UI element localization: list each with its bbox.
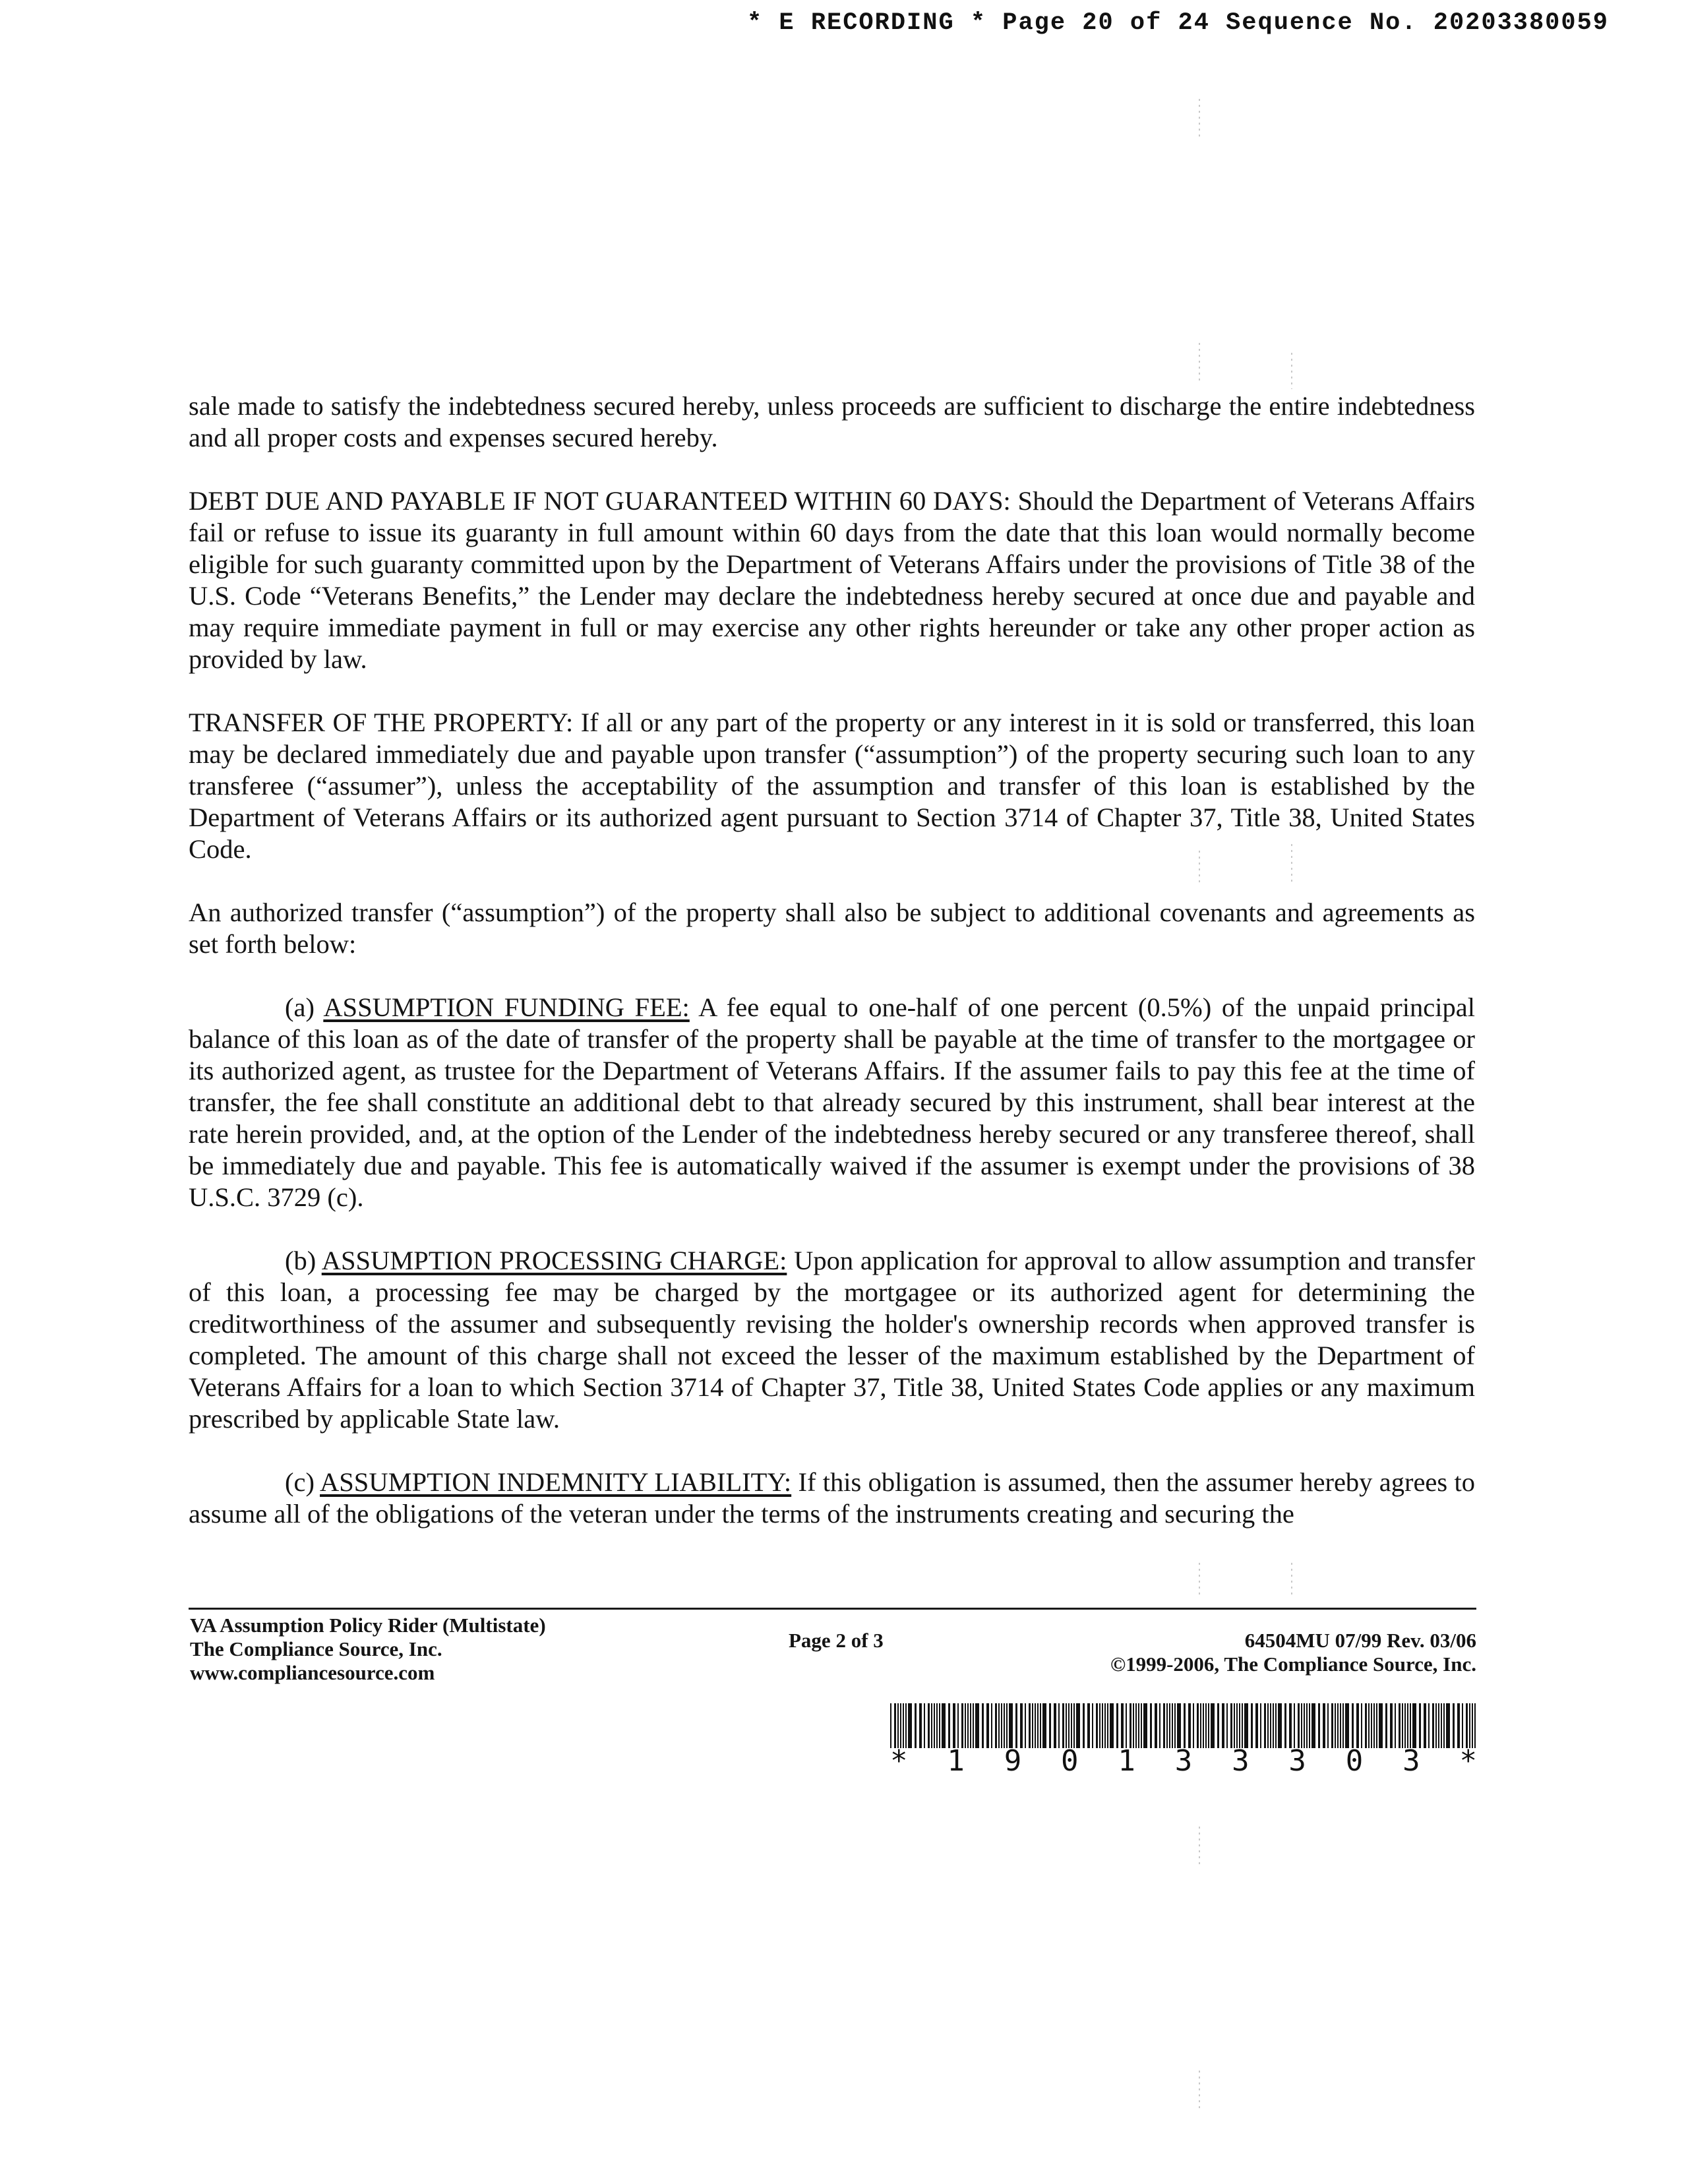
barcode-bar xyxy=(1066,1703,1067,1748)
barcode-bar xyxy=(1155,1703,1157,1748)
barcode-bar xyxy=(1264,1703,1266,1748)
barcode-bar xyxy=(924,1703,925,1748)
copyright-notice: ©1999-2006, The Compliance Source, Inc. xyxy=(1110,1653,1476,1676)
barcode-bar xyxy=(1184,1703,1186,1748)
barcode-bar xyxy=(1083,1703,1085,1748)
barcode-bar xyxy=(1099,1703,1100,1748)
item-prefix: (c) xyxy=(285,1467,320,1497)
barcode-bar xyxy=(1073,1703,1075,1748)
barcode-bar xyxy=(1373,1703,1375,1748)
barcode-bar xyxy=(905,1703,907,1748)
barcode-bar xyxy=(919,1703,922,1748)
barcode xyxy=(890,1703,1477,1777)
barcode-bar xyxy=(1311,1703,1315,1748)
barcode-bar xyxy=(1121,1703,1124,1748)
barcode-bar xyxy=(1169,1703,1170,1748)
barcode-bar xyxy=(1062,1703,1064,1748)
item-prefix: (b) xyxy=(285,1246,322,1275)
barcode-bar xyxy=(1174,1703,1176,1748)
barcode-bar xyxy=(1301,1703,1302,1748)
barcode-bar xyxy=(1058,1703,1060,1748)
barcode-bar xyxy=(995,1703,997,1748)
barcode-character: * xyxy=(890,1744,908,1778)
barcode-bar xyxy=(1133,1703,1134,1748)
barcode-bar xyxy=(1163,1703,1165,1748)
barcode-bar xyxy=(1390,1703,1393,1748)
barcode-bar xyxy=(1323,1703,1325,1748)
barcode-bar xyxy=(965,1703,966,1748)
barcode-bar xyxy=(957,1703,959,1748)
barcode-bar xyxy=(1424,1703,1426,1748)
barcode-bar xyxy=(1251,1703,1253,1748)
barcode-bar xyxy=(1239,1703,1240,1748)
barcode-bar xyxy=(1236,1703,1238,1748)
barcode-bar xyxy=(986,1703,989,1748)
barcode-character: 3 xyxy=(1402,1744,1420,1778)
paragraph-assumption-processing-charge xyxy=(189,1245,1475,1435)
barcode-bar xyxy=(1335,1703,1336,1748)
barcode-bar xyxy=(1469,1703,1470,1748)
barcode-bar xyxy=(1234,1703,1235,1748)
footer-left-block xyxy=(190,1614,546,1685)
barcode-character: 9 xyxy=(1004,1744,1022,1778)
barcode-bars xyxy=(890,1703,1477,1748)
scan-artifact xyxy=(1291,353,1292,389)
barcode-bar xyxy=(1453,1703,1455,1748)
barcode-bar xyxy=(1172,1703,1173,1748)
barcode-digits xyxy=(890,1745,1477,1777)
barcode-bar xyxy=(1304,1703,1305,1748)
barcode-bar xyxy=(1032,1703,1033,1748)
barcode-bar xyxy=(1001,1703,1002,1748)
barcode-bar xyxy=(934,1703,935,1748)
barcode-bar xyxy=(1226,1703,1228,1748)
barcode-bar xyxy=(1278,1703,1282,1748)
barcode-bar xyxy=(1438,1703,1439,1748)
barcode-bar xyxy=(1419,1703,1421,1748)
barcode-bar xyxy=(1428,1703,1430,1748)
barcode-bar xyxy=(1345,1703,1349,1748)
barcode-bar xyxy=(1040,1703,1041,1748)
barcode-character: 3 xyxy=(1174,1744,1193,1778)
section-body: If this obligation is assumed, then the assumer hereby agrees to assume all of the obligations of the veteran under the terms of the instruments creating and securing the xyxy=(189,1467,1475,1529)
barcode-bar xyxy=(890,1703,891,1748)
barcode-bar xyxy=(1217,1703,1219,1748)
barcode-bar xyxy=(897,1703,899,1748)
barcode-bar xyxy=(1376,1703,1377,1748)
barcode-bar xyxy=(1342,1703,1344,1748)
barcode-bar xyxy=(931,1703,932,1748)
scan-artifact xyxy=(1199,99,1200,138)
barcode-bar xyxy=(1466,1703,1468,1748)
barcode-bar xyxy=(1267,1703,1269,1748)
section-body: Upon application for approval to allow assumption and transfer of this loan, a processing fee may be charged by the mortgagee or its authorized agent for determining the creditworthiness of the assumer and subsequently revising the holder's ownership records when approved transfer is completed. The amount of this charge shall not exceed the lesser of the maximum established by the Department of Veterans Affairs for a loan to which Section 3714 of Chapter 37, Title 38, United States Code applies or any maximum prescribed by applicable State law. xyxy=(189,1246,1475,1434)
section-heading: ASSUMPTION PROCESSING CHARGE: xyxy=(321,1246,787,1275)
form-title: VA Assumption Policy Rider (Multistate) xyxy=(190,1614,546,1637)
barcode-character: 3 xyxy=(1288,1744,1306,1778)
barcode-bar xyxy=(928,1703,930,1748)
scan-artifact xyxy=(1291,1563,1292,1596)
barcode-bar xyxy=(1006,1703,1008,1748)
item-prefix: (a) xyxy=(285,992,324,1022)
paragraph-transfer-of-property: TRANSFER OF THE PROPERTY: If all or any part of the property or any interest in it is sold or transferred, this loan may be declared immediately due and payable upon transfer (“assumption”) of the property securing such loan to any transferee (“assumer”), unless the acceptability of the assumption and transfer of this loan is established by the Department of Veterans Affairs or its authorized agent pursuant to Section 3714 of Chapter 37, Title 38, United States Code. xyxy=(189,708,1475,864)
barcode-bar xyxy=(1143,1703,1147,1748)
barcode-bar xyxy=(1474,1703,1476,1748)
barcode-bar xyxy=(1327,1703,1329,1748)
barcode-bar xyxy=(1371,1703,1372,1748)
barcode-bar xyxy=(1110,1703,1114,1748)
company-website: www.compliancesource.com xyxy=(190,1661,435,1684)
barcode-bar xyxy=(1337,1703,1339,1748)
barcode-bar xyxy=(1035,1703,1036,1748)
barcode-bar xyxy=(975,1703,979,1748)
barcode-bar xyxy=(903,1703,904,1748)
barcode-bar xyxy=(967,1703,969,1748)
barcode-bar xyxy=(1015,1703,1017,1748)
barcode-bar xyxy=(1402,1703,1403,1748)
barcode-bar xyxy=(1446,1703,1450,1748)
section-heading: ASSUMPTION FUNDING FEE: xyxy=(323,992,690,1022)
barcode-bar xyxy=(1443,1703,1445,1748)
barcode-bar xyxy=(1368,1703,1370,1748)
document-body xyxy=(189,390,1475,1530)
barcode-bar xyxy=(1472,1703,1473,1748)
barcode-bar xyxy=(1410,1703,1411,1748)
barcode-bar xyxy=(1197,1703,1199,1748)
page-footer xyxy=(189,1614,1476,1693)
paragraph-assumption-funding-fee xyxy=(189,992,1475,1213)
barcode-bar xyxy=(1200,1703,1201,1748)
barcode-bar xyxy=(1049,1703,1051,1748)
barcode-bar xyxy=(1244,1703,1248,1748)
barcode-bar xyxy=(1020,1703,1023,1748)
barcode-bar xyxy=(1208,1703,1209,1748)
barcode-bar xyxy=(1193,1703,1194,1748)
barcode-bar xyxy=(1211,1703,1215,1748)
barcode-bar xyxy=(1141,1703,1142,1748)
barcode-bar xyxy=(894,1703,896,1748)
barcode-character: 0 xyxy=(1061,1744,1079,1778)
barcode-bar xyxy=(942,1703,946,1748)
barcode-bar xyxy=(1270,1703,1271,1748)
barcode-bar xyxy=(953,1703,955,1748)
section-heading: ASSUMPTION INDEMNITY LIABILITY: xyxy=(320,1467,792,1497)
barcode-character: 1 xyxy=(1118,1744,1135,1778)
barcode-bar xyxy=(1284,1703,1286,1748)
barcode-bar xyxy=(1356,1703,1359,1748)
barcode-bar xyxy=(961,1703,963,1748)
barcode-bar xyxy=(908,1703,912,1748)
barcode-bar xyxy=(1222,1703,1224,1748)
barcode-bar xyxy=(1102,1703,1103,1748)
scan-artifact xyxy=(1199,2071,1200,2110)
barcode-bar xyxy=(1116,1703,1118,1748)
barcode-bar xyxy=(1457,1703,1460,1748)
form-number: 64504MU 07/99 Rev. 03/06 xyxy=(1244,1629,1476,1652)
recording-header: * E RECORDING * Page 20 of 24 Sequence No. 20203380059 xyxy=(747,9,1609,37)
page-number: Page 2 of 3 xyxy=(789,1629,884,1652)
barcode-bar xyxy=(948,1703,950,1748)
barcode-bar xyxy=(1379,1703,1383,1748)
barcode-bar xyxy=(1275,1703,1277,1748)
barcode-bar xyxy=(936,1703,938,1748)
barcode-bar xyxy=(1130,1703,1131,1748)
barcode-bar xyxy=(1126,1703,1127,1748)
paragraph-assumption-indemnity-liability xyxy=(189,1467,1475,1530)
barcode-bar xyxy=(1365,1703,1367,1748)
barcode-bar xyxy=(900,1703,901,1748)
barcode-bar xyxy=(1242,1703,1243,1748)
barcode-bar xyxy=(1138,1703,1139,1748)
barcode-bar xyxy=(1298,1703,1300,1748)
barcode-bar xyxy=(939,1703,940,1748)
barcode-bar xyxy=(1260,1703,1261,1748)
barcode-bar xyxy=(1009,1703,1013,1748)
barcode-bar xyxy=(1230,1703,1232,1748)
barcode-bar xyxy=(1025,1703,1026,1748)
barcode-bar xyxy=(1107,1703,1108,1748)
barcode-bar xyxy=(1255,1703,1258,1748)
barcode-bar xyxy=(915,1703,917,1748)
barcode-bar xyxy=(1054,1703,1056,1748)
barcode-bar xyxy=(1071,1703,1072,1748)
barcode-bar xyxy=(1087,1703,1090,1748)
barcode-bar xyxy=(1407,1703,1408,1748)
barcode-bar xyxy=(1188,1703,1191,1748)
barcode-character: * xyxy=(1459,1744,1477,1778)
footer-divider xyxy=(189,1608,1476,1610)
paragraph-debt-due: DEBT DUE AND PAYABLE IF NOT GUARANTEED WITHIN 60 DAYS: Should the Department of Veterans Affairs fail or refuse to issue its guaranty in full amount within 60 days from the date that this loan would normally become eligible for such guaranty committed upon by the Department of Veterans Affairs under the provisions of Title 38 of the U.S. Code “Veterans Benefits,” the Lender may declare the indebtedness hereby secured at once due and payable and may require immediate payment in full or may exercise any other rights hereunder or take any other proper action as provided by law. xyxy=(189,486,1475,674)
barcode-bar xyxy=(1135,1703,1137,1748)
barcode-bar xyxy=(1352,1703,1354,1748)
barcode-bar xyxy=(1395,1703,1396,1748)
barcode-bar xyxy=(1159,1703,1160,1748)
barcode-bar xyxy=(1068,1703,1070,1748)
barcode-bar xyxy=(1294,1703,1295,1748)
barcode-bar xyxy=(1340,1703,1341,1748)
barcode-bar xyxy=(970,1703,971,1748)
barcode-bar xyxy=(1432,1703,1434,1748)
barcode-bar xyxy=(1076,1703,1080,1748)
company-name: The Compliance Source, Inc. xyxy=(190,1637,442,1660)
barcode-bar xyxy=(1462,1703,1463,1748)
barcode-character: 0 xyxy=(1345,1744,1364,1778)
barcode-bar xyxy=(1104,1703,1106,1748)
barcode-bar xyxy=(1029,1703,1031,1748)
barcode-bar xyxy=(1412,1703,1416,1748)
barcode-bar xyxy=(1042,1703,1046,1748)
scan-artifact xyxy=(1199,343,1200,382)
footer-right-block xyxy=(1110,1629,1476,1676)
barcode-bar xyxy=(1166,1703,1168,1748)
barcode-bar xyxy=(1331,1703,1333,1748)
scan-artifact xyxy=(1199,1827,1200,1866)
barcode-character: 3 xyxy=(1232,1744,1250,1778)
barcode-bar xyxy=(1309,1703,1310,1748)
barcode-bar xyxy=(1037,1703,1039,1748)
scan-artifact xyxy=(1199,1563,1200,1596)
barcode-bar xyxy=(991,1703,992,1748)
barcode-bar xyxy=(1435,1703,1437,1748)
barcode-character: 1 xyxy=(947,1744,965,1778)
barcode-bar xyxy=(1004,1703,1005,1748)
barcode-bar xyxy=(1399,1703,1401,1748)
barcode-bar xyxy=(973,1703,974,1748)
barcode-bar xyxy=(1404,1703,1406,1748)
barcode-bar xyxy=(1306,1703,1308,1748)
barcode-bar xyxy=(1289,1703,1292,1748)
barcode-bar xyxy=(982,1703,984,1748)
barcode-bar xyxy=(1318,1703,1320,1748)
barcode-bar xyxy=(1273,1703,1274,1748)
barcode-bar xyxy=(1385,1703,1387,1748)
paragraph-sale-continuation: sale made to satisfy the indebtedness secured hereby, unless proceeds are sufficient to discharge the entire indebtedness and all proper costs and expenses secured hereby. xyxy=(189,391,1475,452)
barcode-bar xyxy=(1361,1703,1362,1748)
barcode-bar xyxy=(1096,1703,1098,1748)
barcode-bar xyxy=(1092,1703,1093,1748)
barcode-bar xyxy=(1205,1703,1207,1748)
barcode-bar xyxy=(1150,1703,1152,1748)
barcode-bar xyxy=(1177,1703,1181,1748)
barcode-bar xyxy=(1203,1703,1204,1748)
barcode-bar xyxy=(1441,1703,1442,1748)
paragraph-authorized-transfer: An authorized transfer (“assumption”) of the property shall also be subject to additional covenants and agreements as set forth below: xyxy=(189,897,1475,959)
barcode-bar xyxy=(998,1703,1000,1748)
section-body: A fee equal to one-half of one percent (0.5%) of the unpaid principal balance of this loan as of the date of transfer of the property shall be payable at the time of transfer to the mortgagee or its authorized agent, as trustee for the Department of Veterans Affairs. If the assumer fails to pay this fee at the time of transfer, the fee shall constitute an additional debt to that already secured by this instrument, shall bear interest at the rate herein provided, and, at the option of the Lender of the indebtedness hereby secured or any transferee thereof, shall be immediately due and payable. This fee is automatically waived if the assumer is exempt under the provisions of 38 U.S.C. 3729 (c). xyxy=(189,992,1475,1212)
